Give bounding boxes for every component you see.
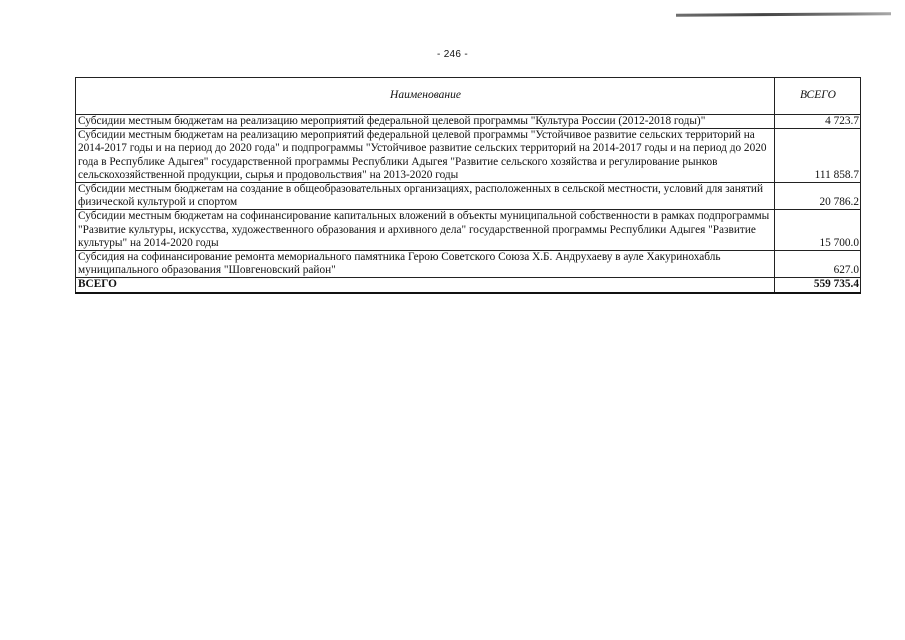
table-row	[76, 183, 861, 210]
total-amount: 559 735.4	[775, 278, 861, 293]
row-amount: 111 858.7	[775, 129, 861, 183]
row-name: Субсидии местным бюджетам на софинансирование капитальных вложений в объекты муниципальной собственности в рамках подпрограммы "Развитие культуры, искусства, художественного образования и архивного дела" государственной программы Республики Адыгея "Развитие культуры" на 2014-2020 годы	[76, 210, 775, 251]
table-row	[76, 210, 861, 251]
row-amount: 4 723.7	[775, 115, 861, 129]
column-header-total: ВСЕГО	[775, 78, 861, 115]
table-header-row	[76, 78, 861, 115]
row-amount: 627.0	[775, 251, 861, 278]
row-name: Субсидии местным бюджетам на создание в общеобразовательных организациях, расположенных в сельской местности, условий для занятий физической культурой и спортом	[76, 183, 775, 210]
row-name: Субсидия на софинансирование ремонта мемориального памятника Герою Советского Союза Х.Б. Андрухаеву в ауле Хакуринохабль муниципального образования "Шовгеновский район"	[76, 251, 775, 278]
row-name: Субсидии местным бюджетам на реализацию мероприятий федеральной целевой программы "Культура России (2012-2018 годы)"	[76, 115, 775, 129]
column-header-name: Наименование	[76, 78, 775, 115]
row-amount: 20 786.2	[775, 183, 861, 210]
subsidies-table	[75, 77, 861, 294]
row-name: Субсидии местным бюджетам на реализацию мероприятий федеральной целевой программы "Устойчивое развитие сельских территорий на 2014-2017 годы и на период до 2020 года" и подпрограммы "Устойчивое развитие сельских территорий на 2014-2017 годы и на период до 2020 года в Республике Адыгея" государственной программы Республики Адыгея "Развитие сельского хозяйства и регулирование рынков сельскохозяйственной продукции, сырья и продовольствия" на 2013-2020 годы	[76, 129, 775, 183]
total-row	[76, 278, 861, 293]
page-number: - 246 -	[436, 49, 468, 60]
table-row	[76, 115, 861, 129]
table-row	[76, 251, 861, 278]
table-row	[76, 129, 861, 183]
scan-artifact-line	[676, 12, 891, 17]
row-amount: 15 700.0	[775, 210, 861, 251]
total-label: ВСЕГО	[76, 278, 775, 293]
